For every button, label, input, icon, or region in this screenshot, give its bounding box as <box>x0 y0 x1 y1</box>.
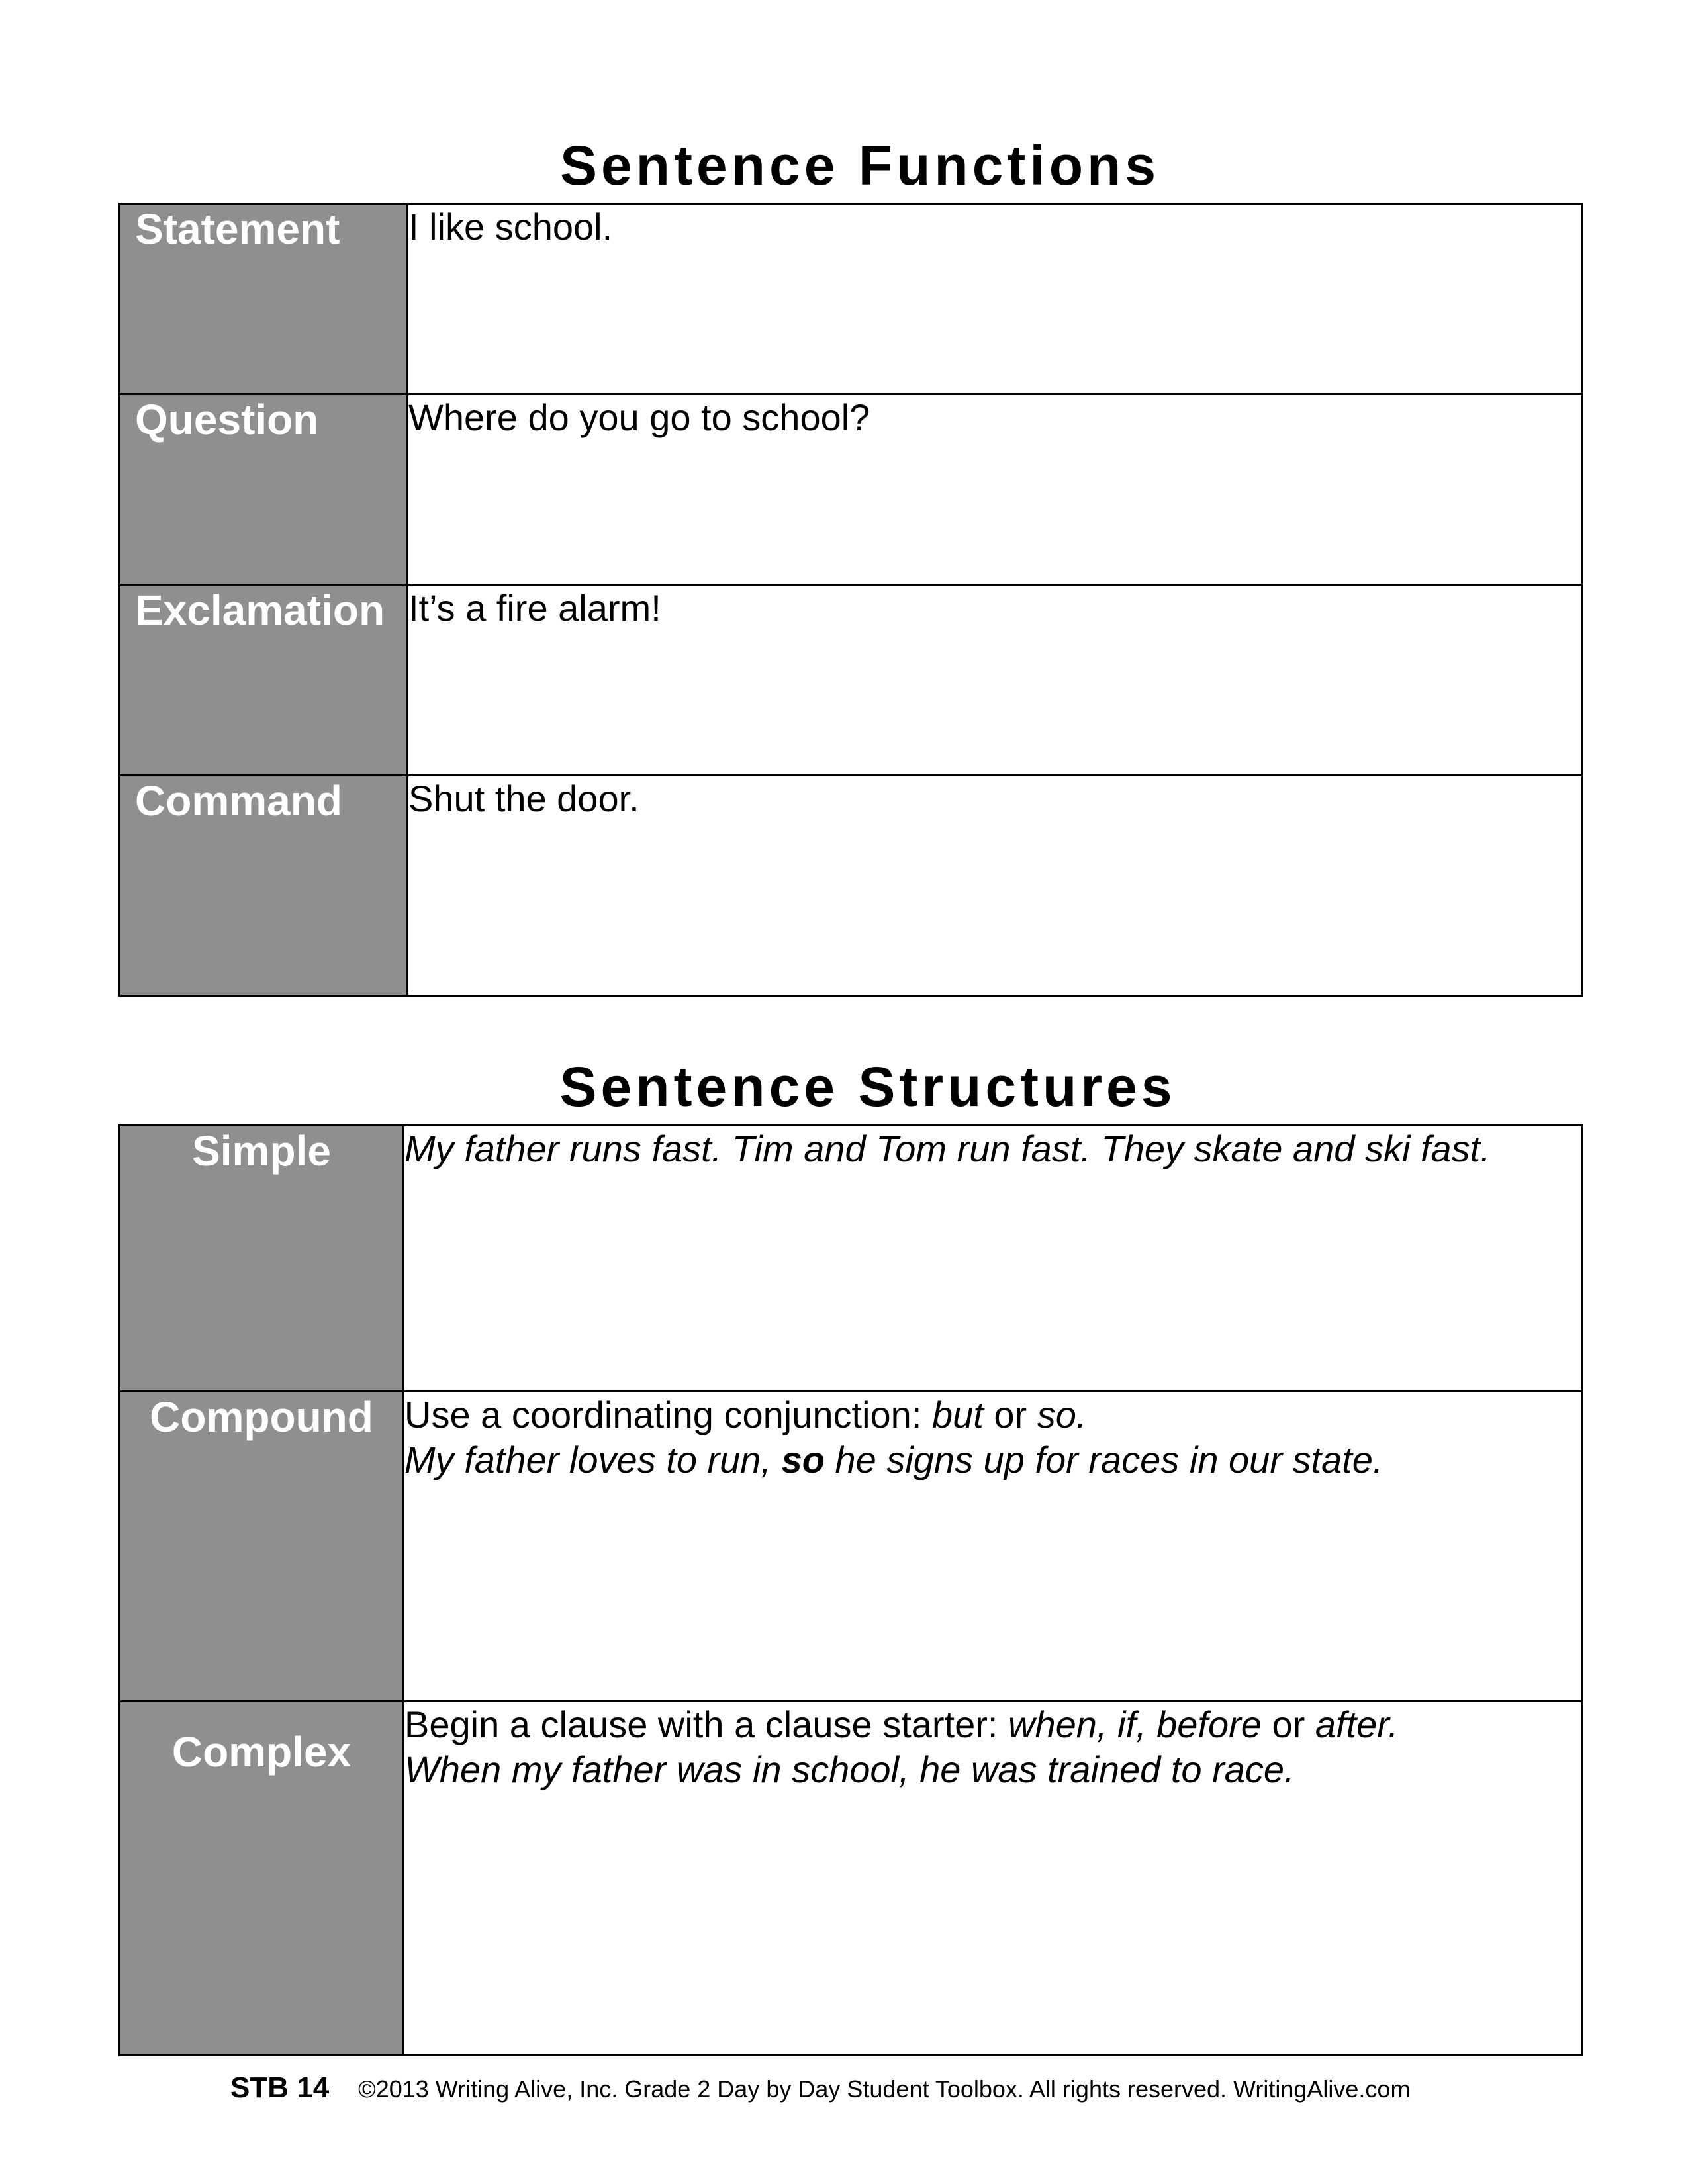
complex-rule-word: after. <box>1315 1704 1399 1745</box>
sentence-functions-title: Sentence Functions <box>559 134 1160 197</box>
compound-rule-join: or <box>983 1394 1037 1435</box>
table-row <box>120 1126 1583 1392</box>
function-label-question: Question <box>120 394 408 585</box>
sentence-functions-table <box>118 203 1583 997</box>
compound-rule <box>404 1392 1581 1437</box>
table-row <box>120 585 1583 776</box>
function-label-command: Command <box>120 776 408 996</box>
table-row <box>120 394 1583 585</box>
structure-example-simple: My father runs fast. Tim and Tom run fast. They skate and ski fast. <box>404 1128 1491 1169</box>
sentence-structures-table <box>118 1124 1583 2056</box>
compound-example-text: he signs up for races in our state. <box>824 1439 1383 1480</box>
function-label-statement: Statement <box>120 204 408 394</box>
structure-cell-complex <box>404 1702 1583 2056</box>
compound-rule-word: so. <box>1037 1394 1087 1435</box>
function-example-statement: I like school. <box>408 204 1583 394</box>
compound-example-conjunction: so <box>781 1439 825 1480</box>
page-footer <box>230 2071 1410 2105</box>
structure-label-compound: Compound <box>120 1392 404 1702</box>
function-label-exclamation: Exclamation <box>120 585 408 776</box>
complex-rule <box>404 1702 1581 1747</box>
complex-rule-text: Begin a clause with a clause starter: <box>404 1704 1009 1745</box>
function-example-exclamation: It’s a fire alarm! <box>408 585 1583 776</box>
table-row <box>120 1392 1583 1702</box>
compound-rule-text: Use a coordinating conjunction: <box>404 1394 932 1435</box>
function-example-question: Where do you go to school? <box>408 394 1583 585</box>
table-row <box>120 204 1583 394</box>
structure-cell-compound <box>404 1392 1583 1702</box>
complex-example: When my father was in school, he was trained to race. <box>404 1749 1295 1790</box>
copyright-text: ©2013 Writing Alive, Inc. Grade 2 Day by Day Student Toolbox. All rights reserved. WritingAlive.com <box>358 2075 1411 2103</box>
complex-rule-join: or <box>1261 1704 1315 1745</box>
table-row <box>120 1702 1583 2056</box>
compound-rule-word: but <box>931 1394 984 1435</box>
sentence-structures-title: Sentence Structures <box>559 1056 1176 1118</box>
structure-cell-simple <box>404 1126 1583 1392</box>
structure-label-simple: Simple <box>120 1126 404 1392</box>
page-code: STB 14 <box>230 2071 330 2104</box>
complex-rule-words: when, if, before <box>1008 1704 1262 1745</box>
compound-example <box>404 1437 1581 1482</box>
function-example-command: Shut the door. <box>408 776 1583 996</box>
table-row <box>120 776 1583 996</box>
compound-example-text: My father loves to run, <box>404 1439 782 1480</box>
structure-label-complex: Complex <box>120 1702 404 2056</box>
